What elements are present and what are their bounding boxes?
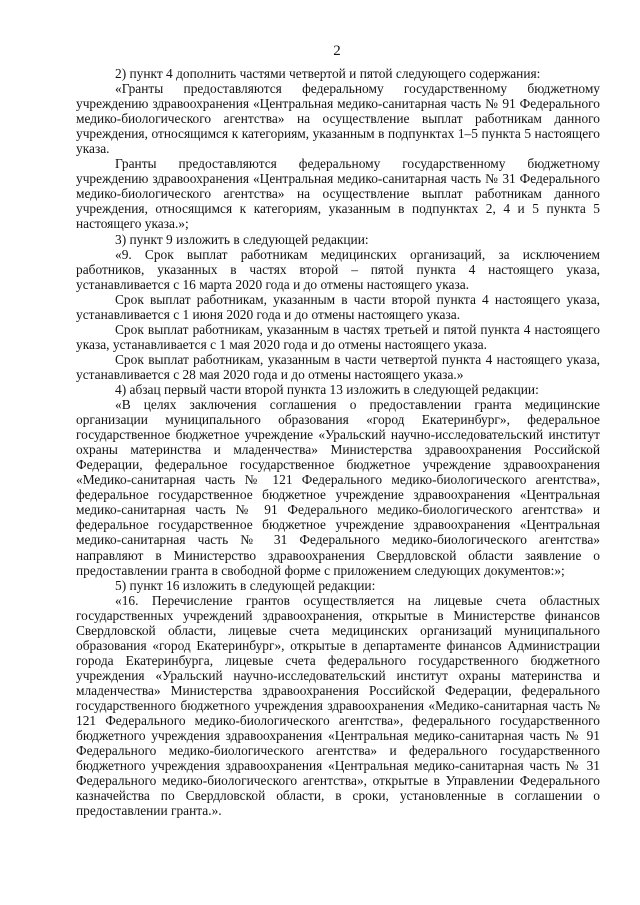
paragraph-point-13: «В целях заключения соглашения о предоставлении гранта медицинские организации муниципального образования «город Екатеринбург», федеральное государственное бюджетное учреждение «Уральский научно-исследовательский институт охраны материнства и младенчества» Министерства здравоохранения Российской Федерации, федеральное государственное бюджетное учреждение здравоохранения «Медико-санитарная часть № 121 Федерального медико-биологического агентства», федеральное государственное бюджетное учреждение здравоохранения «Центральная медико-санитарная часть № 91 Федерального медико-биологического агентства» и федеральное государственное бюджетное учреждение здравоохранения «Центральная медико-санитарная часть № 31 Федерального медико-биологического агентства» направляют в Министерство здравоохранения Свердловской области заявление о предоставлении гранта в свободной форме с приложением следующих документов:»; (76, 397, 600, 578)
paragraph-grant-msch-91: «Гранты предоставляются федеральному государственному бюджетному учреждению здравоохранения «Центральная медико-санитарная часть № 91 Федерального медико-биологического агентства» на осуществление выплат работникам данного учреждения, относящимся к категориям, указанным в подпунктах 1–5 пункта 5 настоящего указа. (76, 81, 600, 157)
paragraph-amendment-4: 4) абзац первый части второй пункта 13 изложить в следующей редакции: (115, 381, 539, 397)
paragraph-deadline-part-2: Срок выплат работникам, указанным в части второй пункта 4 настоящего указа, устанавливается с 1 июня 2020 года и до отмены настоящего указа. (76, 291, 600, 322)
paragraph-deadline-part-4: Срок выплат работникам, указанным в части четвертой пункта 4 настоящего указа, устанавливается с 28 мая 2020 года и до отмены настоящего указа.» (76, 351, 600, 382)
paragraph-amendment-3: 3) пункт 9 изложить в следующей редакции: (115, 231, 369, 247)
paragraph-amendment-5: 5) пункт 16 изложить в следующей редакции: (115, 577, 376, 593)
document-body (76, 66, 600, 818)
paragraph-point-9: «9. Срок выплат работникам медицинских организаций, за исключением работников, указанных в частях второй – пятой пункта 4 настоящего указа, устанавливается с 16 марта 2020 года и до отмены настоящего указа. (76, 246, 600, 292)
paragraph-deadline-part-3-5: Срок выплат работникам, указанным в частях третьей и пятой пункта 4 настоящего указа, устанавливается с 1 мая 2020 года и до отмены настоящего указа. (76, 321, 600, 352)
paragraph-amendment-2: 2) пункт 4 дополнить частями четвертой и пятой следующего содержания: (115, 66, 541, 81)
page-number: 2 (333, 43, 341, 59)
paragraph-point-16: «16. Перечисление грантов осуществляется на лицевые счета областных государственных учреждений здравоохранения, открытые в Министерстве финансов Свердловской области, лицевые счета медицинских организаций муниципального образования «город Екатеринбург», открытые в департаменте финансов Администрации города Екатеринбурга, лицевые счета федерального государственного бюджетного учреждения «Уральский научно-исследовательский институт охраны материнства и младенчества» Министерства здравоохранения Российской Федерации, федерального государственного бюджетного учреждения здравоохранения «Медико-санитарная часть № 121 Федерального медико-биологического агентства», федерального государственного бюджетного учреждения здравоохранения «Центральная медико-санитарная часть № 91 Федерального медико-биологического агентства» и федерального государственного бюджетного учреждения здравоохранения «Центральная медико-санитарная часть № 31 Федерального медико-биологического агентства», открытые в Управлении Федерального казначейства по Свердловской области, в сроки, установленные в соглашении о предоставлении гранта.». (76, 592, 600, 819)
paragraph-grant-msch-31: Гранты предоставляются федеральному государственному бюджетному учреждению здравоохранения «Центральная медико-санитарная часть № 31 Федерального медико-биологического агентства» на осуществление выплат работникам данного учреждения, относящимся к категориям, указанным в подпунктах 2, 4 и 5 пункта 5 настоящего указа.»; (76, 156, 600, 232)
